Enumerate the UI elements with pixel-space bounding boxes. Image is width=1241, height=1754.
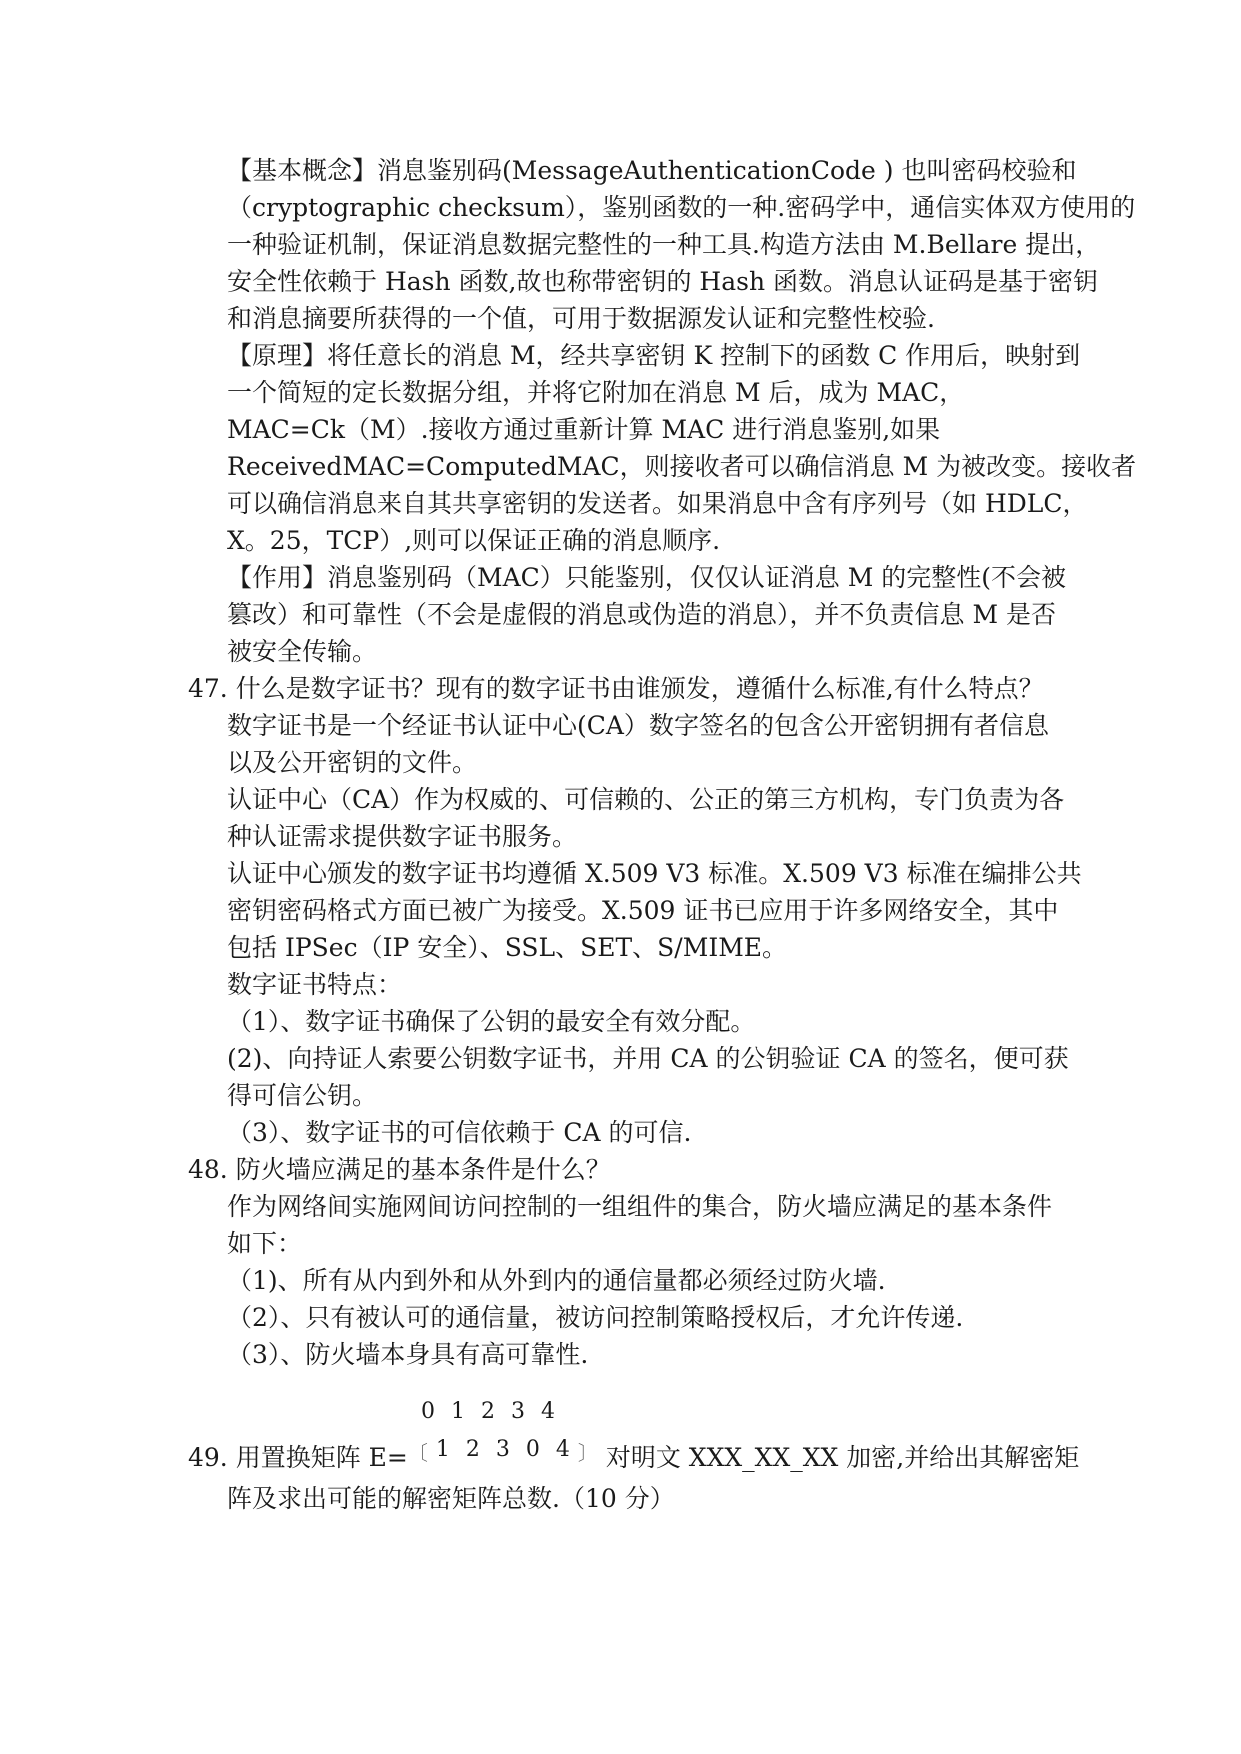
text-line: 得可信公钥。 — [227, 1081, 378, 1110]
text-line: 一种验证机制，保证消息数据完整性的一种工具.构造方法由 M.Bellare 提出， — [227, 230, 1101, 259]
text-line: 【作用】消息鉴别码（MAC）只能鉴别，仅仅认证消息 M 的完整性(不会被 — [227, 563, 1067, 592]
matrix-cell: 0 — [421, 1399, 435, 1424]
text-line: （1）、数字证书确保了公钥的最安全有效分配。 — [227, 1007, 756, 1036]
question-number: 48. — [188, 1155, 236, 1184]
matrix-cell: 4 — [555, 1437, 570, 1462]
matrix-cell: 2 — [481, 1399, 495, 1424]
text-line: 种认证需求提供数字证书服务。 — [227, 822, 578, 851]
text-line: ReceivedMAC=ComputedMAC，则接收者可以确信消息 M 为被改变。接收者 — [227, 452, 1137, 481]
text-line: 安全性依赖于 Hash 函数,故也称带密钥的 Hash 函数。消息认证码是基于密钥 — [227, 267, 1099, 296]
question-text: 什么是数字证书？现有的数字证书由谁颁发，遵循什么标准,有什么特点？ — [235, 674, 1044, 703]
text-line: 一个简短的定长数据分组，并将它附加在消息 M 后，成为 MAC， — [227, 378, 965, 407]
text-line: 阵及求出可能的解密矩阵总数.（10 分） — [227, 1484, 675, 1513]
question-line — [188, 671, 1044, 707]
text-line: 【原理】将任意长的消息 M，经共享密钥 K 控制下的函数 C 作用后，映射到 — [227, 341, 1081, 370]
text-line: 包括 IPSec（IP 安全）、SSL、SET、S/MIME。 — [227, 933, 788, 962]
text-line: （1)、所有从内到外和从外到内的通信量都必须经过防火墙. — [227, 1266, 886, 1295]
matrix-cell: 1 — [435, 1437, 450, 1462]
text-line: 密钥密码格式方面已被广为接受。X.509 证书已应用于许多网络安全，其中 — [227, 896, 1059, 925]
matrix-cell: 3 — [511, 1399, 525, 1424]
text-line: 数字证书特点： — [227, 970, 403, 999]
text-line: 【基本概念】消息鉴别码(MessageAuthenticationCode ) 也叫密码校验和 — [227, 156, 1077, 185]
text-line: 认证中心（CA）作为权威的、可信赖的、公正的第三方机构，专门负责为各 — [227, 785, 1065, 814]
question-prefix: 用置换矩阵 E= — [235, 1443, 408, 1472]
matrix-cell: 3 — [495, 1437, 510, 1462]
question-suffix: 对明文 XXX_XX_XX 加密,并给出其解密矩 — [605, 1443, 1080, 1472]
matrix-cell: 0 — [525, 1437, 540, 1462]
text-line: 作为网络间实施网间访问控制的一组组件的集合，防火墙应满足的基本条件 — [227, 1192, 1053, 1221]
text-line: （cryptographic checksum），鉴别函数的一种.密码学中，通信实体双方使用的 — [227, 193, 1136, 222]
text-line: 以及公开密钥的文件。 — [227, 748, 478, 777]
text-line: （2）、只有被认可的通信量，被访问控制策略授权后，才允许传递. — [227, 1303, 964, 1332]
question-number: 49. — [188, 1443, 228, 1472]
matrix-cell: 2 — [465, 1437, 480, 1462]
question-line — [188, 1152, 611, 1188]
text-line: 可以确信消息来自其共享密钥的发送者。如果消息中含有序列号（如 HDLC， — [227, 489, 1088, 518]
question-number: 47. — [188, 674, 236, 703]
text-line: 和消息摘要所获得的一个值，可用于数据源发认证和完整性校验. — [227, 304, 935, 333]
text-line: （3）、防火墙本身具有高可靠性. — [227, 1340, 589, 1369]
question-text: 防火墙应满足的基本条件是什么？ — [235, 1155, 611, 1184]
matrix-bottom-row — [428, 1430, 578, 1470]
text-line: 篡改）和可靠性（不会是虚假的消息或伪造的消息），并不负责信息 M 是否 — [227, 600, 1056, 629]
text-line: 认证中心颁发的数字证书均遵循 X.509 V3 标准。X.509 V3 标准在编排公共 — [227, 859, 1082, 888]
text-line: MAC=Ck（M）.接收方通过重新计算 MAC 进行消息鉴别,如果 — [227, 415, 941, 444]
text-line: 如下： — [227, 1229, 303, 1258]
text-line: 被安全传输。 — [227, 637, 378, 666]
left-bracket: 〔 — [407, 1441, 428, 1465]
text-line: X。25，TCP）,则可以保证正确的消息顺序. — [227, 526, 721, 555]
matrix-cell: 1 — [451, 1399, 465, 1424]
question-49 — [188, 1430, 1079, 1478]
text-line: 数字证书是一个经证书认证中心(CA）数字签名的包含公开密钥拥有者信息 — [227, 711, 1049, 740]
text-line: (2)、向持证人索要公钥数字证书，并用 CA 的公钥验证 CA 的签名，便可获 — [227, 1044, 1069, 1073]
right-bracket: 〕 — [577, 1441, 598, 1465]
matrix-top-row — [413, 1400, 563, 1424]
matrix-cell: 4 — [541, 1399, 555, 1424]
text-line: （3）、数字证书的可信依赖于 CA 的可信. — [227, 1118, 692, 1147]
